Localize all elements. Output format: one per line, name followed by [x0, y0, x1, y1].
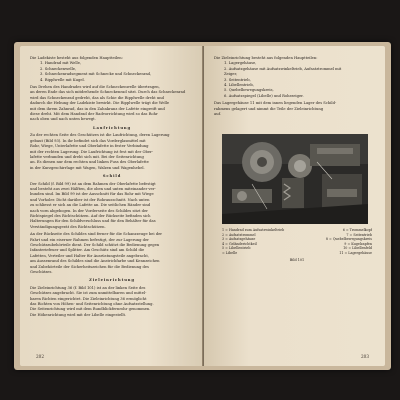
- left-list-item-line: 2. Schneckenwelle,: [40, 66, 77, 71]
- heading-zieleinrichtung: Zieleinrichtung: [89, 278, 135, 283]
- right-page-number: 203: [361, 354, 369, 359]
- figure-caption: [222, 228, 372, 262]
- left-paragraph-4-line: Fahrt und ein eiserner Rahmen befestigt, der zur Lagerung der: [30, 237, 149, 242]
- figure-label: Bild 101: [289, 257, 305, 262]
- left-list: [30, 61, 194, 83]
- caption-entry: 11 = Lagergehäuse: [339, 250, 372, 255]
- left-paragraph-2-line: mit der rechten Lagerung. Die Laufrichtung ist fest mit der Ober-: [30, 149, 154, 154]
- left-list-item-line: 1. Handrad mit Welle,: [40, 61, 82, 66]
- left-paragraph-3-line: und besteht aus zwei Hälften, die oben und unten miteinander ver-: [30, 186, 156, 191]
- caption-entry: 10 = Libellenfeld: [343, 246, 372, 251]
- caption-entry: 7 = Seitentrieb: [346, 232, 372, 237]
- left-paragraph-2-line: Zu der rechten Seite des Geschützes ist die Laufrichtung, deren Lagerung: [30, 133, 170, 138]
- right-list-item-line: 6. Aufsatzspiegel (Libelle) und Rohrzeiger.: [224, 93, 304, 98]
- left-paragraph-5-line: das Richten von Höhen- und Seitenrichtung ohne Aufsatzstellung.: [30, 302, 154, 307]
- left-paragraph-4-line: Infanteriefeuer und Splitter. Am Geschütz sind am Schild die: [30, 248, 145, 253]
- left-paragraph-5-line: Die Höhenrichtung wird mit der Libelle eingestellt.: [30, 312, 127, 317]
- left-page-text: [30, 56, 194, 360]
- heading-laufrichtung: Laufrichtung: [93, 125, 131, 130]
- caption-row: [222, 251, 372, 256]
- left-paragraph-3-line: Halterungen für den Schildverschluss und für den Behälter für das: [30, 219, 156, 224]
- right-list-item-line: 1. Lagergehäuse,: [224, 61, 257, 66]
- caption-entry: 3 = Aufsatzgehäuse: [222, 237, 256, 242]
- left-paragraph-2-line: gebaut (Bild 93). In ihr befindet sich das Vorderglasmittel mit: [30, 138, 146, 143]
- left-paragraph-4-line: und Zubehörteile der Sicherheitszeichen für die Bedienung des: [30, 264, 149, 269]
- left-paragraph-3-line: und Vorholer. Dicht darüber ist der Rohrausschnitt. Nach unten: [30, 197, 150, 202]
- left-paragraph-1-line: Das Drehen des Handrades wird auf die Schneckenwelle übertragen,: [30, 85, 160, 90]
- left-paragraph-1-line: an deren Ende das sich mitdrehende Schneckenrad sitzt. Durch das Schneckenrad: [30, 90, 186, 95]
- right-page: [204, 46, 385, 366]
- caption-entry: 6 = Trommelkopf: [342, 228, 372, 232]
- right-paragraph-1-line: rahmens gelagert und nimmt die Teile der Zieleinrichtung: [214, 106, 324, 111]
- right-list-item-line: 3. Seitentrieb,: [224, 77, 251, 82]
- right-list-item-line: 2. Aufsatzgehäuse mit Aufsatzwinkeltrieb, Aufsatztrommel mit: [224, 66, 342, 71]
- left-paragraph-4-line: An der Rückseite des Schildes sind ferner für die Schanzzeuge bei der: [30, 232, 163, 237]
- left-paragraph-4-line: Geschützes.: [30, 270, 53, 275]
- left-paragraph-5-line: Die Seitenrichtung wird mit dem Rundblickfernrohr genommen.: [30, 307, 151, 312]
- gun-sight-photo: [222, 134, 368, 224]
- caption-entry: 1 = Handrad zum Aufsatzwinkeltrieb: [222, 228, 285, 232]
- left-list-item-line: 3. Schneckenradsegment mit Schnecke und Schneckenrad,: [40, 72, 152, 77]
- right-paragraph-1-line: auf.: [214, 112, 221, 117]
- left-paragraph-3-line: nach vorn abgebogen. In der Vorderseite des Schildes sitzt der: [30, 208, 148, 213]
- left-paragraph-4-line: am Aussenrand des Schildes sind die Anstrichfarbe und Kennzeichen: [30, 259, 160, 264]
- left-paragraph-4: [30, 232, 194, 275]
- right-list: [214, 61, 377, 99]
- right-intro: Die Zieleinrichtung besteht aus folgenden Hauptteilen:: [214, 56, 318, 60]
- right-paragraph-1: [214, 101, 377, 117]
- left-page: [20, 46, 202, 366]
- left-paragraph-2-line: lafette verbunden und dreht sich mit. Bei der Seitenrichtung: [30, 154, 144, 159]
- left-list-item-line: 4. Ripplwelle mit Kugel.: [40, 77, 85, 82]
- left-paragraph-2-line: in der Kurzgeschirrlage mit Wagen, Walzen und Wagenhebel.: [30, 165, 145, 170]
- caption-entry: 2 = Aufsatztrommel: [222, 232, 256, 237]
- left-paragraph-4-line: Lafetten, Verteiler und Halter für Ausrüstungsteile angebracht,: [30, 253, 149, 258]
- left-paragraph-2-line: an. Es dienen nur dem rechten und linken Fuss des Oberlafette: [30, 160, 149, 165]
- caption-entry: 8 = Quebelbewegungskreis: [325, 237, 372, 242]
- right-paragraph-1-line: Das Lagergehäuse 11 mit dem innen liegenden Lager des Schild-: [214, 101, 337, 106]
- left-paragraph-1-line: wird das Schneckenrad gedreht, das als Schie die Ripplwelle dreht und: [30, 95, 164, 100]
- right-list-item-line: 4. Libellentrieb,: [224, 83, 254, 88]
- caption-entry: 9 = Kugelzapfen: [344, 241, 372, 246]
- left-paragraph-3-line: zu schliesst er sich an die Lafette an. Die seitlichen Ränder sind: [30, 203, 151, 208]
- left-paragraph-2-line: Rohr, Wiege, Unterlafette und Oberlafette in fester Verbindung: [30, 144, 149, 149]
- heading-schild: Schild: [102, 174, 122, 179]
- left-paragraph-3-line: Verständigungsgerät des Richtschützen.: [30, 224, 106, 229]
- left-intro: Die Ladekiste besteht aus folgenden Hauptteilen:: [30, 56, 123, 60]
- caption-entry: = Libelle: [222, 250, 238, 255]
- left-paragraph-1-line: nach oben und nach unten bewegt.: [30, 117, 96, 122]
- left-paragraph-1-line: mit dem ihrem Zahnrad, das in den Zahnkranz der Lafette eingreift und: [30, 106, 165, 111]
- left-paragraph-3-line: Der Schild (f. Bild 99) ist an dem Rahmen der Oberlafette befestigt: [30, 181, 156, 186]
- caption-entry: 5 = Libellentrieb: [222, 246, 251, 251]
- left-paragraph-3-line: Richtspiegel des Richtschützen. Auf der Rückseite befinden sich: [30, 213, 151, 218]
- right-list-item-line: 5. Quebelbewegungskreis,: [224, 88, 274, 93]
- left-paragraph-3: [30, 182, 194, 231]
- left-paragraph-1-line: diese dreht. Mit dem Handrad der Radvorrichtung wird so das Rohr: [30, 112, 158, 117]
- left-paragraph-3-line: bunden sind. Im Bild 99 ist der Ausschnitt für das Rohr mit Wiege: [30, 192, 154, 197]
- left-paragraph-5-line: Die Zieleinrichtung 36 (f. Bild 101) ist an der linken Seite des: [30, 285, 146, 290]
- left-paragraph-4-line: Geschützzubehörteile dient. Der Schild schützt die Bedienung gegen: [30, 243, 160, 247]
- gun-sight-photo-image: [222, 134, 368, 224]
- left-paragraph-1-line: dadurch die Hebung der Ladekiste bewirkt. Die Ripplwelle trägt die Welle: [30, 101, 170, 106]
- right-list-item-line: Zeiger,: [224, 72, 237, 77]
- left-page-number: 202: [36, 354, 44, 359]
- left-paragraph-1: [30, 85, 194, 123]
- left-paragraph-5: [30, 286, 194, 318]
- left-paragraph-2: [30, 133, 194, 171]
- left-paragraph-5-line: Geschützes angebracht. Sie ist zum unmittelbaren und mittel-: [30, 291, 147, 296]
- left-paragraph-5-line: baren Richten eingerichtet. Die Zieleinrichtung 36 ermöglicht: [30, 296, 147, 301]
- caption-entry: 4 = Geländerichtkeil: [222, 241, 257, 246]
- open-book: [14, 42, 391, 370]
